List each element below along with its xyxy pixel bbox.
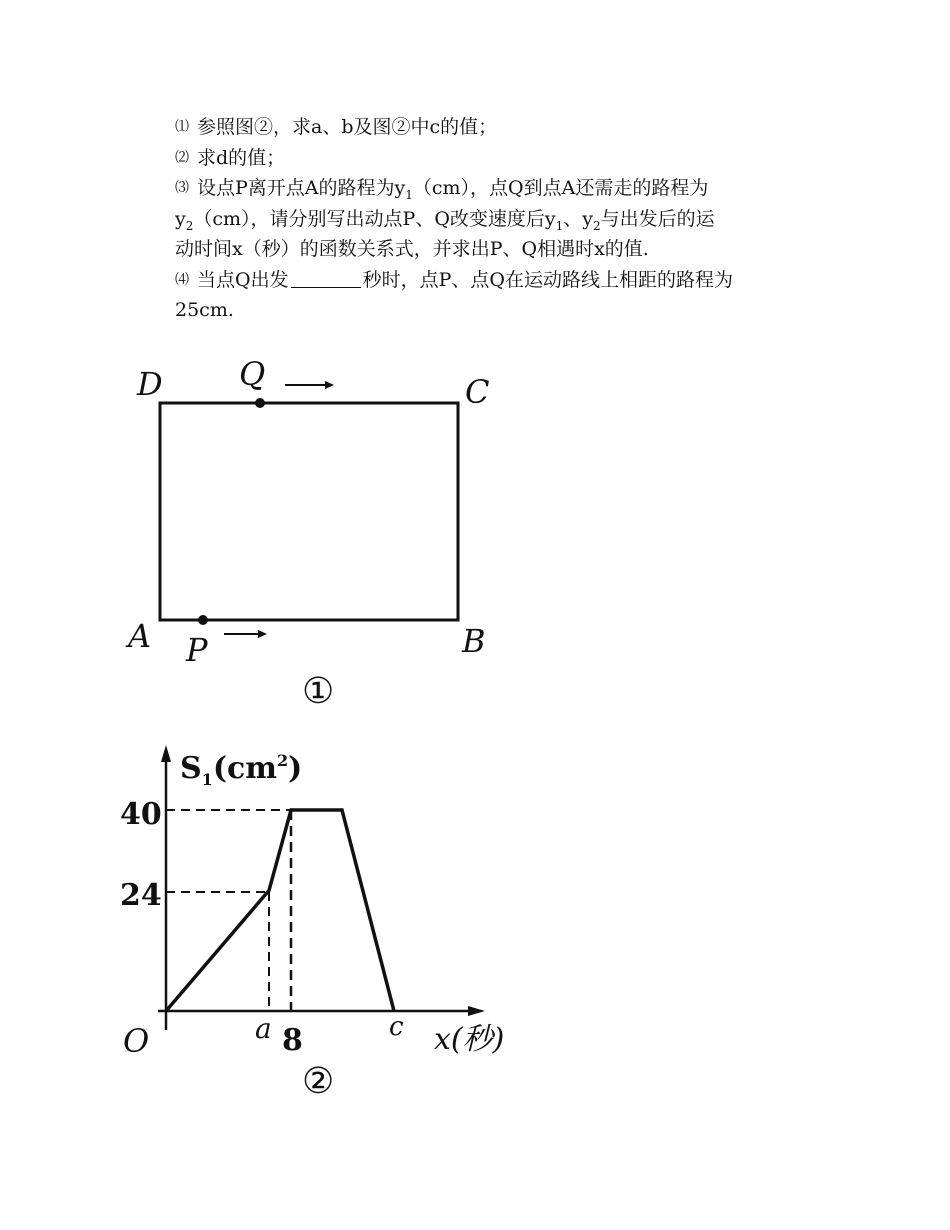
subscript: 1 — [555, 218, 564, 233]
guide-lines — [166, 810, 291, 1011]
question-text: 与出发后的运 — [600, 207, 715, 230]
question-text: 当点Q出发 — [197, 268, 289, 291]
tick-label-40: 40 — [120, 797, 162, 832]
y-axis-label-sub: 1 — [201, 770, 213, 789]
question-text: 求d的值； — [197, 146, 286, 169]
tick-label-8: 8 — [282, 1023, 303, 1058]
y-axis-arrow-icon — [161, 745, 171, 762]
point-p — [198, 615, 208, 625]
question-number: ⑴ — [175, 119, 189, 135]
label-c: C — [465, 373, 490, 411]
question-text: 秒时，点P、点Q在运动路线上相距的路程为 — [362, 268, 733, 291]
question-number: ⑵ — [175, 149, 189, 166]
question-text: 25cm. — [175, 299, 234, 321]
label-p: P — [186, 631, 208, 669]
svg-text:S1(cm2) — [180, 751, 302, 789]
question-text: （cm），点Q到点A还需走的路程为 — [412, 177, 709, 199]
label-b: B — [462, 622, 486, 660]
rectangle-abcd — [160, 403, 458, 620]
figure-2-caption: ② — [302, 1061, 335, 1102]
y-axis-label-unit: (cm — [212, 751, 278, 786]
y-axis-label-close: ) — [288, 751, 303, 786]
question-text: （cm），请分别写出动点P、Q改变速度后y — [193, 207, 556, 230]
figure-1-caption: ① — [302, 671, 335, 712]
subscript: 1 — [405, 187, 413, 202]
question-text: 、y — [563, 207, 594, 230]
question-text: 参照图②，求a、b及图②中c的值； — [197, 116, 498, 138]
subscript: 2 — [185, 218, 194, 233]
figure-2 — [120, 745, 504, 1102]
y-axis-label-sup: 2 — [277, 751, 289, 770]
subscript: 2 — [593, 218, 601, 233]
origin-label: O — [123, 1022, 150, 1060]
x-axis-arrow-icon — [468, 1006, 485, 1016]
question-text: 设点P离开点A的路程为y — [197, 177, 406, 199]
tick-label-c: c — [389, 1012, 404, 1042]
point-q — [255, 398, 265, 408]
label-q: Q — [239, 355, 266, 393]
tick-label-a: a — [255, 1012, 272, 1045]
y-axis-label-s: S — [180, 751, 202, 786]
x-axis-label: x(秒) — [434, 1022, 505, 1057]
series-points — [166, 810, 394, 1011]
question-text: 动时间x（秒）的函数关系式，并求出P、Q相遇时x的值. — [175, 238, 649, 260]
tick-label-24: 24 — [120, 878, 162, 913]
question-number: ⑷ — [175, 271, 189, 288]
arrow-q-icon — [285, 381, 334, 389]
question-number: ⑶ — [175, 180, 189, 196]
arrow-p-icon — [224, 630, 267, 638]
label-a: A — [128, 617, 152, 655]
label-d: D — [137, 365, 163, 403]
question-text: y — [175, 207, 186, 230]
series-line — [166, 810, 394, 1011]
y-axis-title — [180, 751, 302, 789]
figure-1 — [125, 355, 489, 712]
